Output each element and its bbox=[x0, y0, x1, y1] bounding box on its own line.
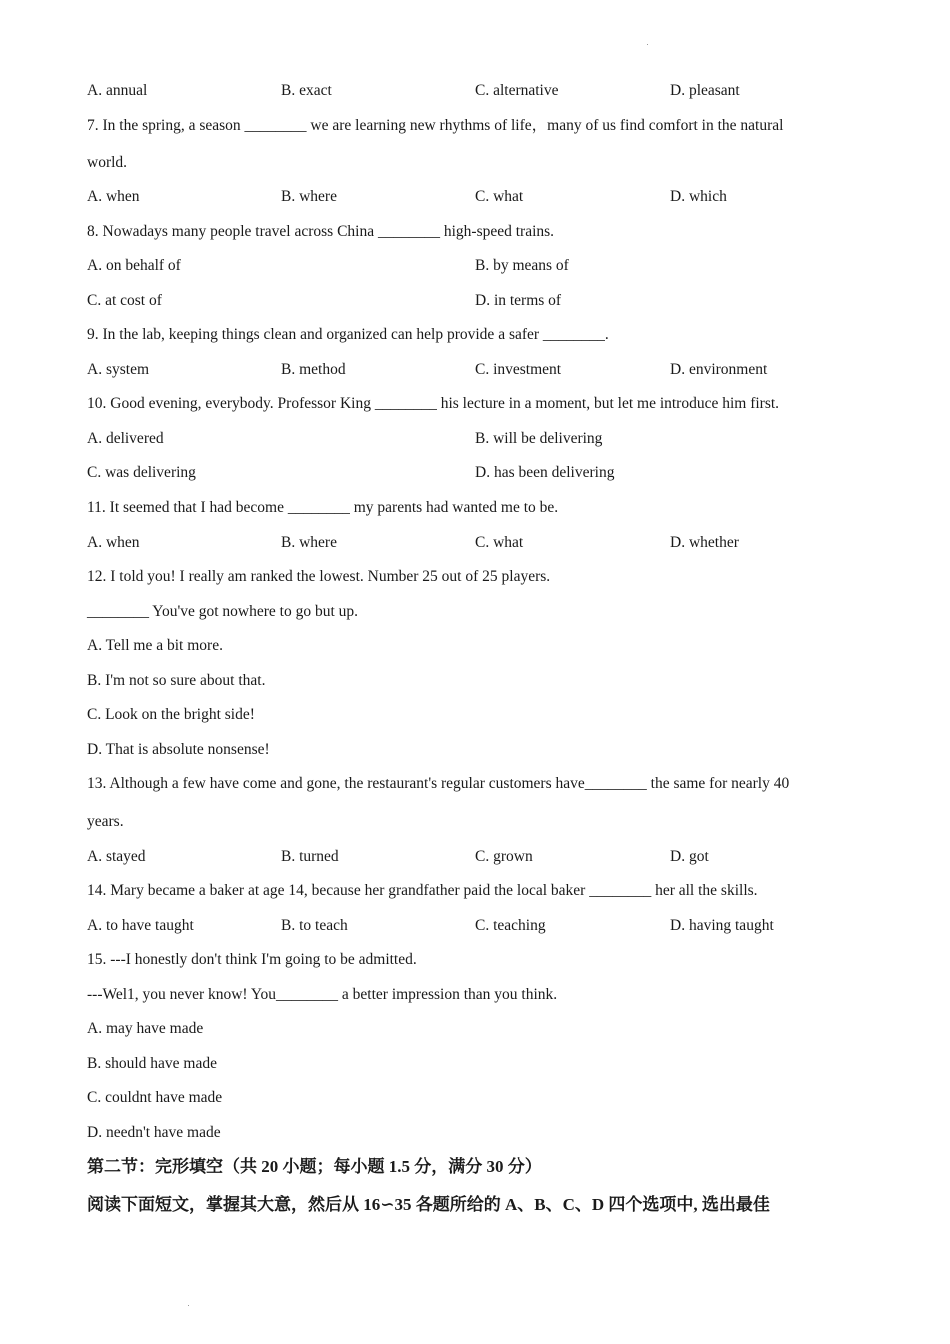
q12-option-b[interactable]: B. I'm not so sure about that. bbox=[87, 672, 266, 689]
q13-option-a[interactable]: A. stayed bbox=[87, 848, 146, 865]
q12-option-d[interactable]: D. That is absolute nonsense! bbox=[87, 741, 270, 758]
q14-option-d[interactable]: D. having taught bbox=[670, 917, 774, 934]
q8-option-b[interactable]: B. by means of bbox=[475, 257, 569, 274]
q14-stem: 14. Mary became a baker at age 14, because her grandfather paid the local baker ________ her all the skills. bbox=[87, 882, 758, 899]
q7-option-d[interactable]: D. which bbox=[670, 188, 727, 205]
q7-option-b[interactable]: B. where bbox=[281, 188, 337, 205]
q7-stem-cont: world. bbox=[87, 154, 128, 171]
q15-option-d[interactable]: D. needn't have made bbox=[87, 1124, 221, 1141]
q7-stem: 7. In the spring, a season ________ we are learning new rhythms of life，many of us find comfort in the natural bbox=[87, 117, 784, 134]
q15-option-c[interactable]: C. couldnt have made bbox=[87, 1089, 223, 1106]
q13-stem-cont: years. bbox=[87, 813, 124, 830]
q15-stem: 15. ---I honestly don't think I'm going to be admitted. bbox=[87, 951, 417, 968]
q12-stem-cont: ________ You've got nowhere to go but up. bbox=[87, 603, 359, 620]
q8-option-d[interactable]: D. in terms of bbox=[475, 292, 562, 309]
q6-option-a[interactable]: A. annual bbox=[87, 82, 148, 99]
q9-option-c[interactable]: C. investment bbox=[475, 361, 562, 378]
q15-option-b[interactable]: B. should have made bbox=[87, 1055, 218, 1072]
q10-stem: 10. Good evening, everybody. Professor King ________ his lecture in a moment, but let me introduce him first. bbox=[87, 395, 780, 412]
q7-option-a[interactable]: A. when bbox=[87, 188, 140, 205]
q11-stem: 11. It seemed that I had become ________ my parents had wanted me to be. bbox=[87, 499, 559, 516]
q6-option-d[interactable]: D. pleasant bbox=[670, 82, 740, 99]
q6-option-b[interactable]: B. exact bbox=[281, 82, 332, 99]
q8-stem: 8. Nowadays many people travel across China ________ high-speed trains. bbox=[87, 223, 555, 240]
q12-option-c[interactable]: C. Look on the bright side! bbox=[87, 706, 255, 723]
q14-option-b[interactable]: B. to teach bbox=[281, 917, 348, 934]
section-heading: 第二节：完形填空（共 20 小题；每小题 1.5 分，满分 30 分） bbox=[87, 1157, 542, 1176]
q11-option-c[interactable]: C. what bbox=[475, 534, 524, 551]
q7-option-c[interactable]: C. what bbox=[475, 188, 524, 205]
section-instruction: 阅读下面短文，掌握其大意，然后从 16∽35 各题所给的 A、B、C、D 四个选项中, 选出最佳 bbox=[87, 1195, 770, 1214]
q12-stem: 12. I told you! I really am ranked the lowest. Number 25 out of 25 players. bbox=[87, 568, 551, 585]
q8-option-c[interactable]: C. at cost of bbox=[87, 292, 162, 309]
q8-option-a[interactable]: A. on behalf of bbox=[87, 257, 181, 274]
q12-option-a[interactable]: A. Tell me a bit more. bbox=[87, 637, 223, 654]
q15-stem-cont: ---Wel1, you never know! You________ a better impression than you think. bbox=[87, 986, 558, 1003]
q10-option-a[interactable]: A. delivered bbox=[87, 430, 164, 447]
q11-option-b[interactable]: B. where bbox=[281, 534, 337, 551]
q6-option-c[interactable]: C. alternative bbox=[475, 82, 559, 99]
top-dot-mark bbox=[647, 44, 648, 45]
bottom-dot-mark bbox=[188, 1305, 189, 1306]
q10-option-d[interactable]: D. has been delivering bbox=[475, 464, 615, 481]
q14-option-a[interactable]: A. to have taught bbox=[87, 917, 194, 934]
q13-stem: 13. Although a few have come and gone, the restaurant's regular customers have________ the same for nearly 40 bbox=[87, 775, 790, 792]
q13-option-d[interactable]: D. got bbox=[670, 848, 709, 865]
q11-option-d[interactable]: D. whether bbox=[670, 534, 739, 551]
q9-stem: 9. In the lab, keeping things clean and organized can help provide a safer ________. bbox=[87, 326, 609, 343]
q9-option-d[interactable]: D. environment bbox=[670, 361, 768, 378]
q10-option-c[interactable]: C. was delivering bbox=[87, 464, 196, 481]
q10-option-b[interactable]: B. will be delivering bbox=[475, 430, 603, 447]
q11-option-a[interactable]: A. when bbox=[87, 534, 140, 551]
q9-option-b[interactable]: B. method bbox=[281, 361, 346, 378]
q9-option-a[interactable]: A. system bbox=[87, 361, 149, 378]
q13-option-b[interactable]: B. turned bbox=[281, 848, 339, 865]
q15-option-a[interactable]: A. may have made bbox=[87, 1020, 204, 1037]
q13-option-c[interactable]: C. grown bbox=[475, 848, 533, 865]
q14-option-c[interactable]: C. teaching bbox=[475, 917, 546, 934]
